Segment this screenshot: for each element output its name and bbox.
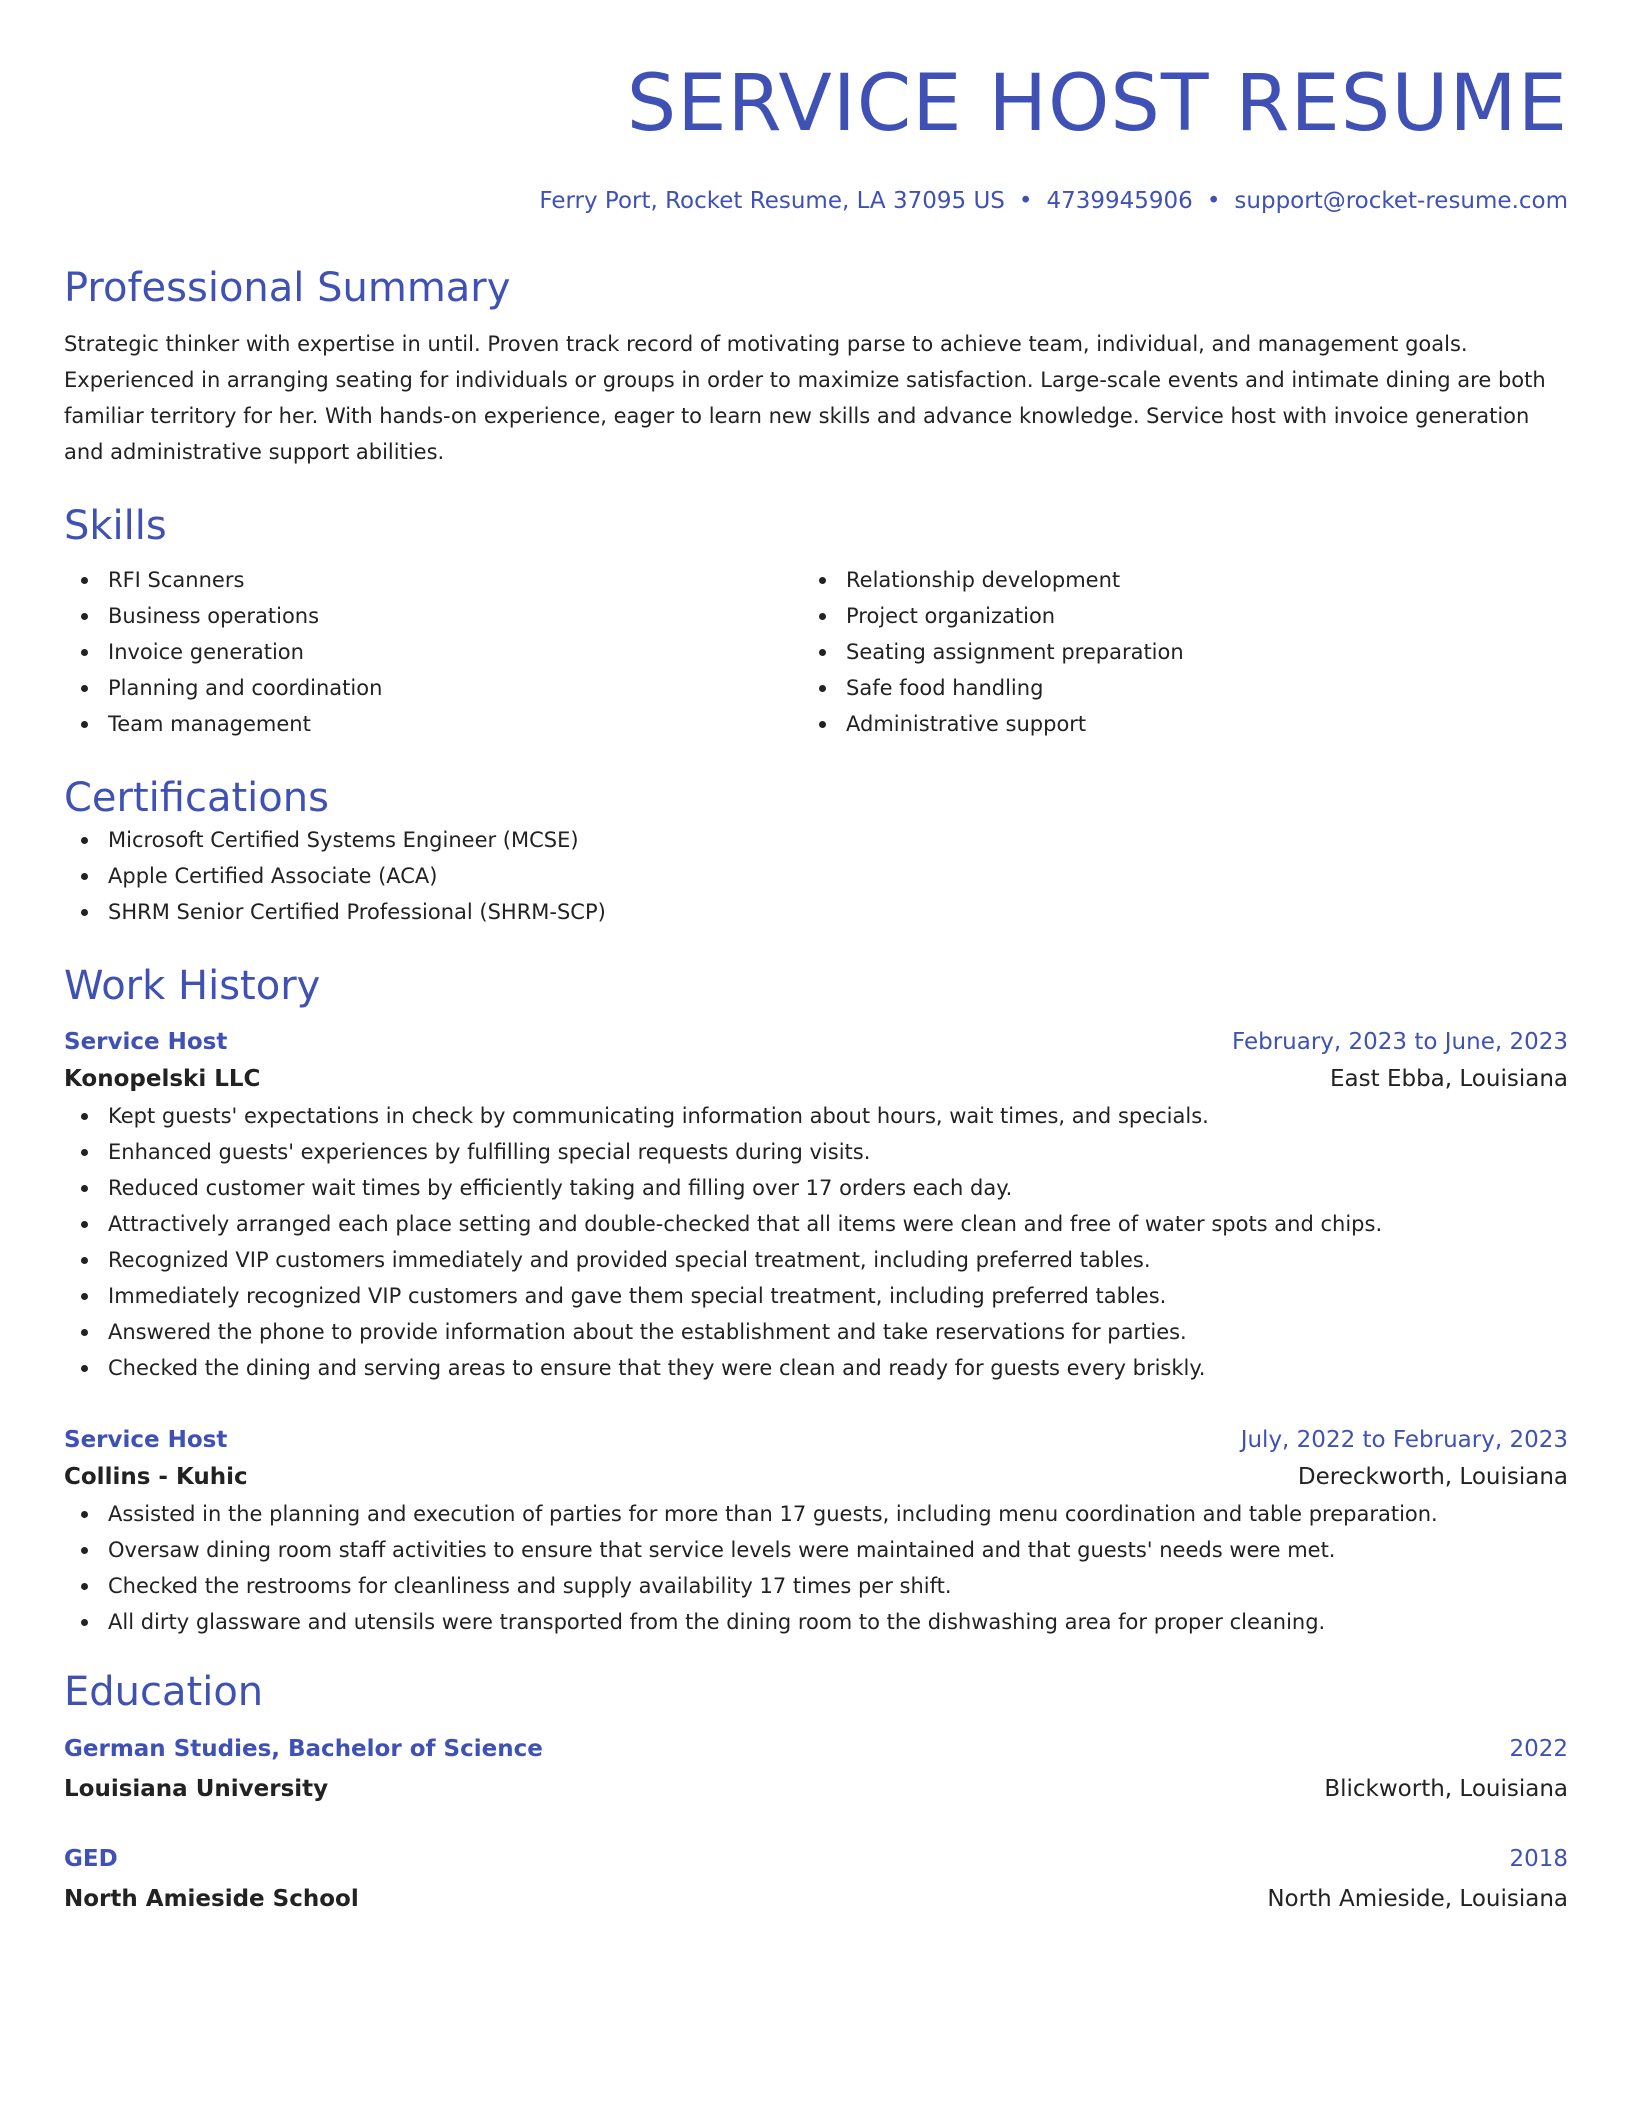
- job-duty-item: Reduced customer wait times by efficiently taking and filling over 17 orders each day.: [64, 1170, 1568, 1206]
- education-entry: [64, 1840, 1568, 1920]
- education-degree-row: [64, 1730, 1568, 1768]
- job-dates: July, 2022 to February, 2023: [1240, 1427, 1568, 1453]
- skills-left-list: [64, 562, 802, 742]
- job-header-row: [64, 1024, 1568, 1060]
- contact-line: [64, 186, 1568, 216]
- education-degree-row: [64, 1840, 1568, 1878]
- job-entry: [64, 1422, 1568, 1640]
- certification-item: SHRM Senior Certified Professional (SHRM-SCP): [64, 894, 1568, 930]
- skill-item: Seating assignment preparation: [802, 634, 1540, 670]
- job-role: Service Host: [64, 1427, 228, 1453]
- certification-item: Apple Certified Associate (ACA): [64, 858, 1568, 894]
- education-location: Blickworth, Louisiana: [1324, 1776, 1568, 1802]
- education-location: North Amieside, Louisiana: [1267, 1886, 1568, 1912]
- skill-item: Planning and coordination: [64, 670, 802, 706]
- skill-item: Project organization: [802, 598, 1540, 634]
- job-entry: [64, 1024, 1568, 1386]
- job-role: Service Host: [64, 1029, 228, 1055]
- education-school: North Amieside School: [64, 1886, 359, 1912]
- job-duty-item: Recognized VIP customers immediately and provided special treatment, including preferred tables.: [64, 1242, 1568, 1278]
- certifications-heading: Certifications: [64, 775, 329, 821]
- work-history-heading: Work History: [64, 963, 321, 1009]
- skills-heading: Skills: [64, 503, 167, 549]
- skills-right-list: [802, 562, 1540, 742]
- skill-item: Safe food handling: [802, 670, 1540, 706]
- resume-title: SERVICE HOST RESUME: [626, 59, 1568, 149]
- skill-item: Team management: [64, 706, 802, 742]
- job-duty-item: Immediately recognized VIP customers and gave them special treatment, including preferred tables.: [64, 1278, 1568, 1314]
- job-duty-item: Enhanced guests' experiences by fulfilling special requests during visits.: [64, 1134, 1568, 1170]
- job-duty-item: All dirty glassware and utensils were transported from the dining room to the dishwashing area for proper cleaning.: [64, 1604, 1568, 1640]
- job-company-row: [64, 1060, 1568, 1098]
- job-duties-list: [64, 1098, 1568, 1386]
- skill-item: Administrative support: [802, 706, 1540, 742]
- job-company-row: [64, 1458, 1568, 1496]
- contact-phone: 4739945906: [1046, 188, 1193, 214]
- skill-item: Relationship development: [802, 562, 1540, 598]
- education-school-row: [64, 1768, 1568, 1810]
- job-dates: February, 2023 to June, 2023: [1231, 1029, 1568, 1055]
- job-duty-item: Assisted in the planning and execution of parties for more than 17 guests, including menu coordination and table preparation.: [64, 1496, 1568, 1532]
- education-heading: Education: [64, 1669, 264, 1715]
- education-school: Louisiana University: [64, 1776, 329, 1802]
- job-location: East Ebba, Louisiana: [1330, 1066, 1568, 1092]
- education-degree: German Studies, Bachelor of Science: [64, 1736, 543, 1762]
- certification-item: Microsoft Certified Systems Engineer (MCSE): [64, 822, 1568, 858]
- job-duties-list: [64, 1496, 1568, 1640]
- education-year: 2022: [1509, 1736, 1568, 1762]
- job-company: Collins - Kuhic: [64, 1464, 248, 1490]
- skills-grid: [64, 562, 1568, 742]
- job-duty-item: Checked the restrooms for cleanliness and supply availability 17 times per shift.: [64, 1568, 1568, 1604]
- contact-separator: •: [1018, 188, 1033, 214]
- summary-heading: Professional Summary: [64, 265, 511, 311]
- education-school-row: [64, 1878, 1568, 1920]
- education-entry: [64, 1730, 1568, 1810]
- education-degree: GED: [64, 1846, 118, 1872]
- job-duty-item: Oversaw dining room staff activities to ensure that service levels were maintained and that guests' needs were met.: [64, 1532, 1568, 1568]
- contact-separator: •: [1206, 188, 1221, 214]
- job-location: Dereckworth, Louisiana: [1297, 1464, 1568, 1490]
- job-duty-item: Attractively arranged each place setting and double-checked that all items were clean and free of water spots and chips.: [64, 1206, 1568, 1242]
- job-duty-item: Kept guests' expectations in check by communicating information about hours, wait times, and specials.: [64, 1098, 1568, 1134]
- job-company: Konopelski LLC: [64, 1066, 261, 1092]
- skill-item: Business operations: [64, 598, 802, 634]
- contact-email: support@rocket-resume.com: [1234, 188, 1568, 214]
- job-duty-item: Checked the dining and serving areas to ensure that they were clean and ready for guests every briskly.: [64, 1350, 1568, 1386]
- summary-text: Strategic thinker with expertise in until. Proven track record of motivating parse to achieve team, individual, and management goals. Experienced in arranging seating for individuals or groups in order to maximize satisfaction. Large-scale events and intimate dining are both familiar territory for her. With hands-on experience, eager to learn new skills and advance knowledge. Service host with invoice generation and administrative support abilities.: [64, 332, 1546, 464]
- job-header-row: [64, 1422, 1568, 1458]
- education-year: 2018: [1509, 1846, 1568, 1872]
- job-duty-item: Answered the phone to provide information about the establishment and take reservations for parties.: [64, 1314, 1568, 1350]
- contact-address: Ferry Port, Rocket Resume, LA 37095 US: [539, 188, 1005, 214]
- certifications-list: [64, 822, 1568, 930]
- skill-item: RFI Scanners: [64, 562, 802, 598]
- skill-item: Invoice generation: [64, 634, 802, 670]
